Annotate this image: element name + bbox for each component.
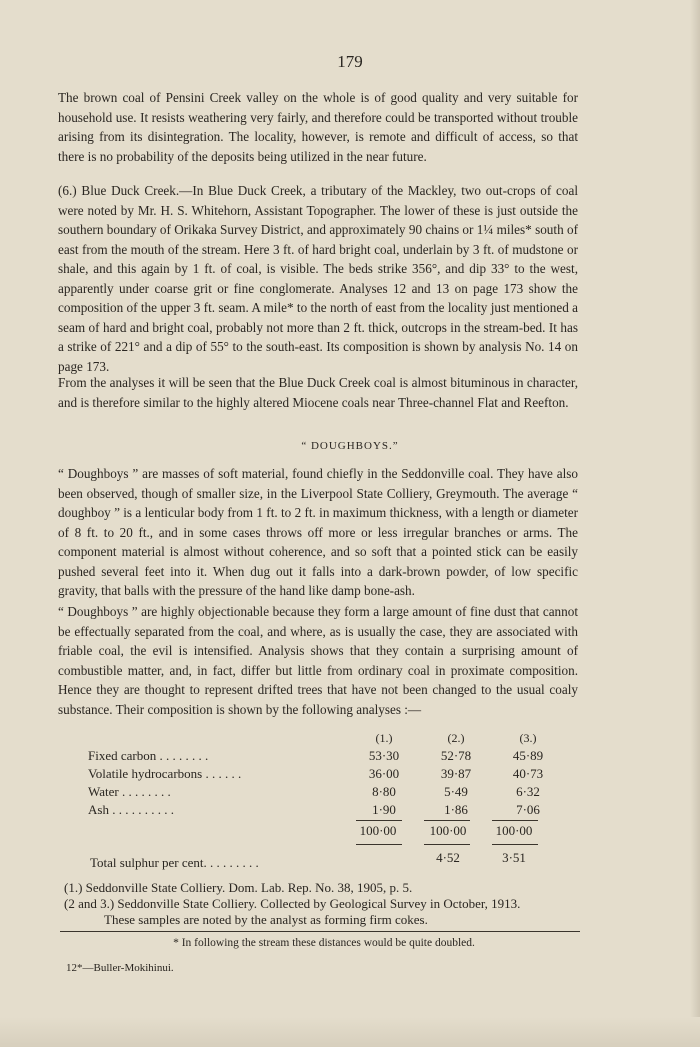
paragraph-blue-duck-creek: (6.) Blue Duck Creek.—In Blue Duck Creek, a tributary of the Mackley, two out-crops of coal were noted by Mr. H. S. Whitehorn, Assistant Topographer. The lower of these is just outside the southern boundary of Orikaka Survey District, and approximately 90 chains or 1¼ miles* south of east from the mouth of the stream. Here 3 ft. of hard bright coal, underlain by 3 ft. of mudstone or shale, and this again by 1 ft. of coal, is visible. The beds strike 356°, and dip 33° to the west, apparently under coarse grit or fine conglomerate. Analyses 12 and 13 on page 173 show the composition of the upper 3 ft. seam. A mile* to the north of east from the locality just mentioned a seam of hard and bright coal, probably not more than 2 ft. thick, outcrops in the stream-bed. It has a strike of 221° and a dip of 55° to the south-east. Its composition is shown by analysis No. 14 on page 173. <box>58 183 578 374</box>
column-header: (3.) <box>519 730 537 745</box>
table-cell: 36·00 <box>368 766 400 781</box>
page-edge-shadow <box>690 0 700 1047</box>
source-note: (1.) Seddonville State Colliery. Dom. Lab. Rep. No. 38, 1905, p. 5. <box>64 880 413 895</box>
total-cell: 100·00 <box>359 823 397 838</box>
table-cell: 7·06 <box>516 802 540 817</box>
page-number: 179 <box>337 52 363 71</box>
table-row <box>88 747 564 765</box>
source-note: (2 and 3.) Seddonville State Colliery. Collected by Geological Survey in October, 1913. <box>64 896 521 911</box>
table-row <box>88 801 564 819</box>
table-cell: 45·89 <box>512 748 544 763</box>
table-cell: 6·32 <box>516 784 540 799</box>
paragraph-bituminous: From the analyses it will be seen that the Blue Duck Creek coal is almost bituminous in character, and is therefore similar to the highly altered Miocene coals near Three-channel Flat and Reefton. <box>58 375 578 410</box>
table-cell: 5·49 <box>444 784 468 799</box>
total-rule <box>424 844 470 845</box>
sum-rule <box>424 820 470 821</box>
row-label: Volatile hydrocarbons . . . . . . <box>88 766 242 781</box>
paragraph-doughboys-description: “ Doughboys ” are masses of soft material, found chiefly in the Seddonville coal. They have also been observed, though of smaller size, in the Liverpool State Colliery, Greymouth. The average “ doughboy ” is a lenticular body from 1 ft. to 2 ft. in maximum thickness, with a length or diameter of 8 ft. to 20 ft., and in some cases throws off more or less irregular branches or arms. The component material is almost without coherence, and so soft that a pointed stick can be easily pushed several feet into it. When dug out it falls into a dark-brown powder, of low specific gravity, that balls with the pressure of the hand like damp bone-ash. <box>58 466 578 598</box>
table-cell: 52·78 <box>440 748 472 763</box>
table-cell: 53·30 <box>368 748 400 763</box>
sulphur-cell: 3·51 <box>502 850 526 865</box>
total-rule <box>356 844 402 845</box>
sulphur-cell: 4·52 <box>436 850 460 865</box>
column-header: (1.) <box>375 730 393 745</box>
analysis-table-header <box>88 728 564 747</box>
footnote-rule <box>60 931 580 932</box>
signature-mark: 12*—Buller-Mokihinui. <box>66 962 174 974</box>
sum-rule <box>356 820 402 821</box>
section-heading-doughboys: “ DOUGHBOYS.” <box>301 440 399 452</box>
table-cell: 1·90 <box>372 802 396 817</box>
sulphur-label: Total sulphur per cent. . . . . . . . . <box>90 855 259 870</box>
table-row <box>88 783 564 801</box>
table-row <box>88 765 564 783</box>
source-note: These samples are noted by the analyst as forming firm cokes. <box>104 912 428 927</box>
total-rule <box>492 844 538 845</box>
table-cell: 8·80 <box>372 784 396 799</box>
paragraph-pensini-creek: The brown coal of Pensini Creek valley on the whole is of good quality and very suitable for household use. It resists weathering very fairly, and therefore could be transported without trouble arising from its disintegration. The locality, however, is remote and difficult of access, so that there is no probability of the deposits being utilized in the near future. <box>58 90 578 164</box>
column-header: (2.) <box>447 730 465 745</box>
analysis-table <box>88 728 564 819</box>
total-cell: 100·00 <box>495 823 533 838</box>
row-label: Fixed carbon . . . . . . . . <box>88 748 209 763</box>
table-cell: 40·73 <box>512 766 544 781</box>
page-bottom-shadow <box>0 1017 700 1047</box>
row-label: Ash . . . . . . . . . . <box>88 802 174 817</box>
footnote: * In following the stream these distances would be quite doubled. <box>173 937 475 949</box>
table-cell: 1·86 <box>444 802 468 817</box>
row-label: Water . . . . . . . . <box>88 784 171 799</box>
paragraph-doughboys-composition: “ Doughboys ” are highly objectionable because they form a large amount of fine dust that cannot be effectually separated from the coal, and where, as is usually the case, they are associated with friable coal, the evil is intensified. Analysis shows that they contain a surprising amount of combustible matter, and, in fact, differ but little from ordinary coal in proximate composition. Hence they are thought to represent drifted trees that have not been changed to the usual coaly substance. Their composition is shown by the following analyses :— <box>58 604 578 717</box>
table-cell: 39·87 <box>440 766 472 781</box>
sum-rule <box>492 820 538 821</box>
total-cell: 100·00 <box>429 823 467 838</box>
